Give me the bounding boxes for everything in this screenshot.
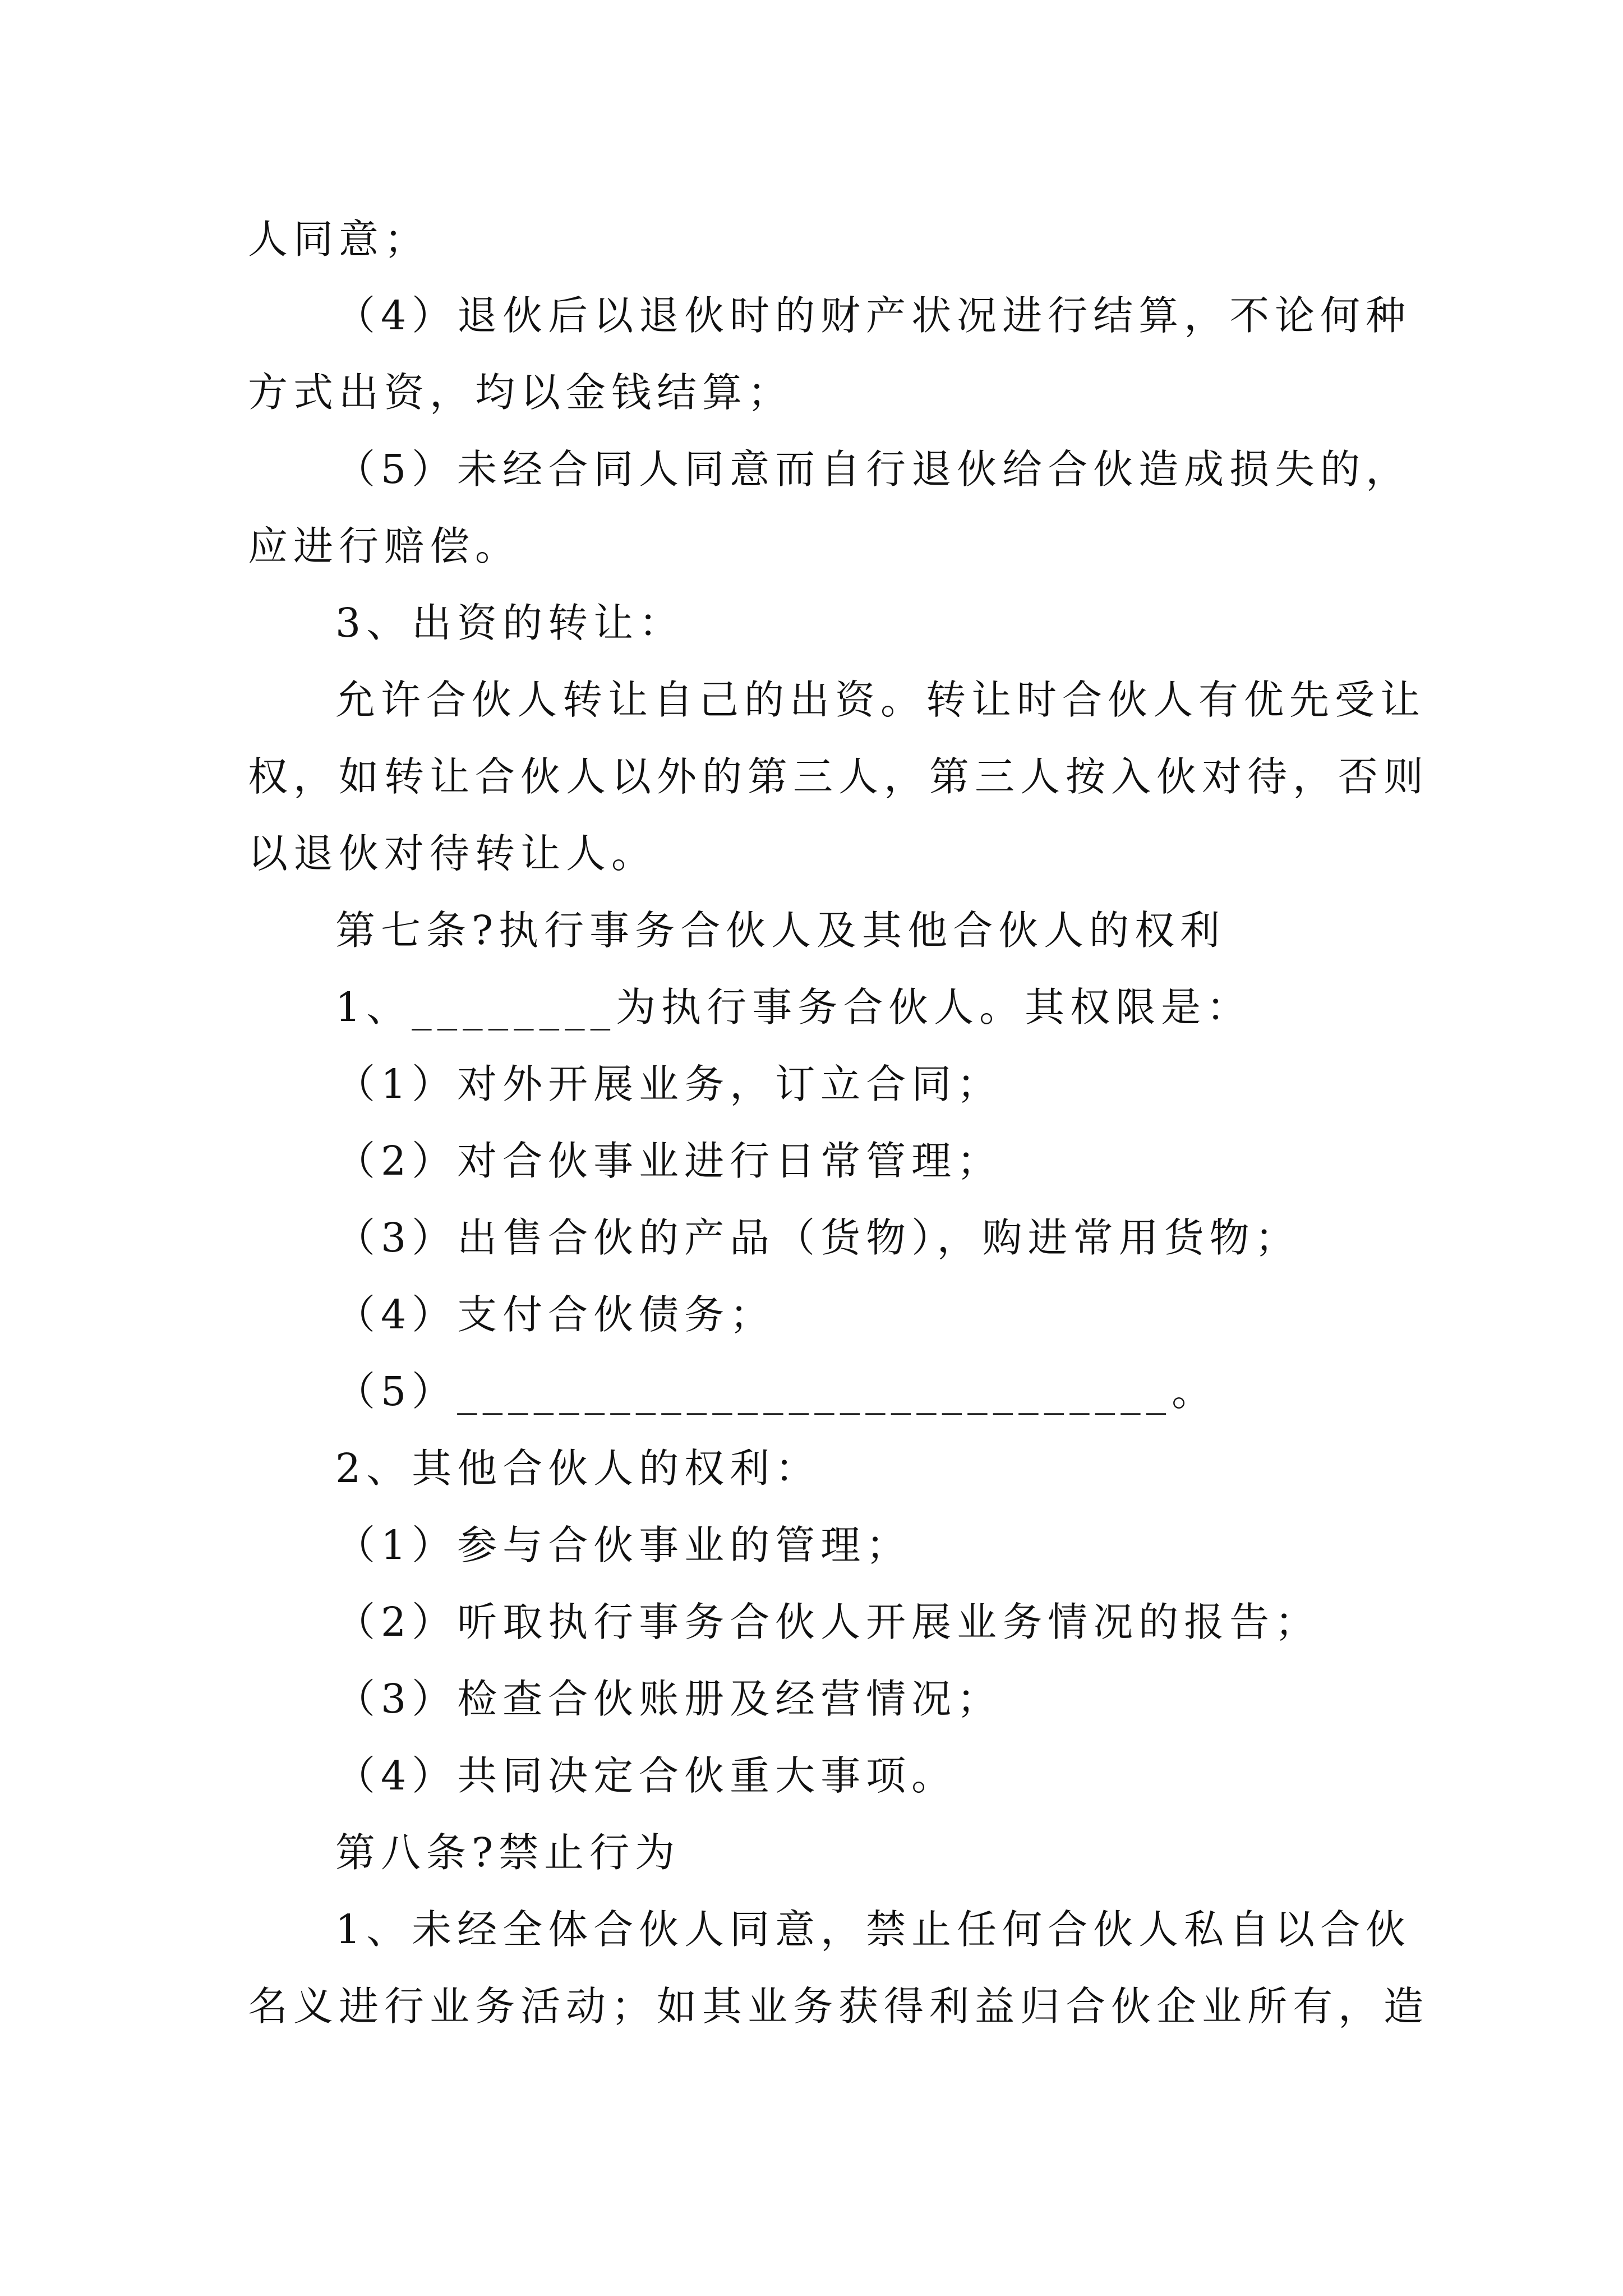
list-item: （2）对合伙事业进行日常管理； [335,1138,1003,1184]
article-heading: 第七条?执行事务合伙人及其他合伙人的权利 [335,907,1226,954]
text-line: （4）退伙后以退伙时的财产状况进行结算，不论何种 [335,292,1412,339]
text-line: 名义进行业务活动；如其业务获得利益归合伙企业所有，造 [248,1983,1430,2030]
list-item: （4）共同决定合伙重大事项。 [335,1752,957,1799]
list-item: （3）出售合伙的产品（货物），购进常用货物； [335,1214,1301,1261]
text-line: 1、________为执行事务合伙人。其权限是： [335,984,1252,1030]
list-item: （5）____________________________。 [335,1368,1218,1415]
article-heading: 第八条?禁止行为 [335,1829,681,1876]
text-line: （5）未经合同人同意而自行退伙给合伙造成损失的， [335,446,1412,493]
list-item: （1）对外开展业务，订立合同； [335,1061,1003,1107]
text-line: 1、未经全体合伙人同意，禁止任何合伙人私自以合伙 [335,1906,1412,1953]
list-item: （4）支付合伙债务； [335,1291,776,1338]
text-line: 权，如转让合伙人以外的第三人，第三人按入伙对待，否则 [248,753,1430,800]
text-line: 以退伙对待转让人。 [248,830,657,877]
list-item: （2）听取执行事务合伙人开展业务情况的报告； [335,1599,1321,1645]
text-line: 允许合伙人转让自己的出资。转让时合伙人有优先受让 [335,677,1426,723]
list-item: （3）检查合伙账册及经营情况； [335,1676,1003,1722]
text-line: 方式出资，均以金钱结算； [248,369,794,416]
text-line: 应进行赔偿。 [248,523,521,569]
section-heading: 2、其他合伙人的权利： [335,1445,821,1492]
section-heading: 3、出资的转让： [335,600,685,646]
text-line: 人同意； [248,216,430,263]
list-item: （1）参与合伙事业的管理； [335,1522,912,1568]
